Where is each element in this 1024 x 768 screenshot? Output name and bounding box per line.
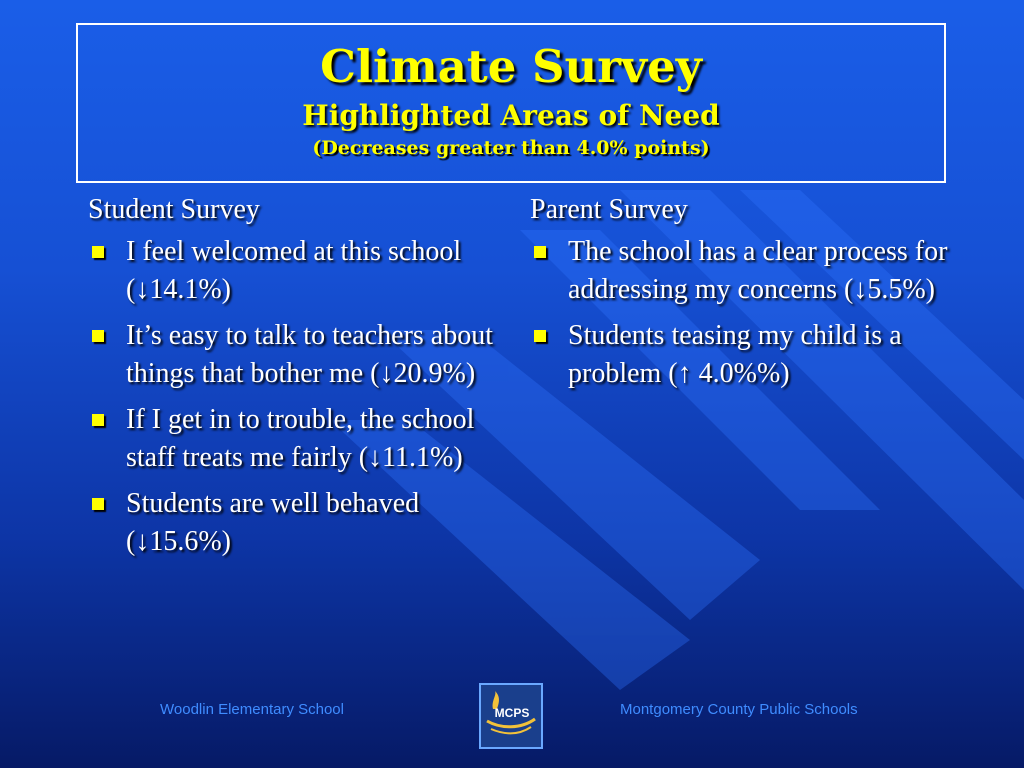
list-item: [530, 317, 950, 393]
parent-survey-list: [530, 233, 950, 393]
slide-subnote: (Decreases greater than 4.0% points): [312, 137, 710, 159]
list-item-text: It’s easy to talk to teachers about things that bother me (↓20.9%): [126, 320, 493, 389]
parent-survey-heading: Parent Survey: [530, 194, 688, 225]
list-item: [88, 233, 513, 309]
square-bullet-icon: [92, 414, 104, 426]
parent-survey-column: [530, 193, 950, 401]
square-bullet-icon: [534, 246, 546, 258]
student-survey-heading: Student Survey: [88, 194, 260, 225]
square-bullet-icon: [534, 330, 546, 342]
footer-school-name: Woodlin Elementary School: [160, 701, 344, 718]
student-survey-column: [88, 193, 513, 569]
slide-title: Climate Survey: [320, 40, 702, 93]
slide-subtitle: Highlighted Areas of Need: [302, 99, 720, 132]
list-item: [88, 401, 513, 477]
list-item-text: Students are well behaved (↓15.6%): [126, 488, 420, 557]
list-item-text: Students teasing my child is a problem (↑ 4.0%%): [568, 320, 902, 389]
logo-text: MCPS: [494, 706, 530, 720]
list-item: [88, 317, 513, 393]
list-item: [88, 485, 513, 561]
list-item-text: I feel welcomed at this school (↓14.1%): [126, 236, 462, 305]
square-bullet-icon: [92, 330, 104, 342]
list-item-text: If I get in to trouble, the school staff treats me fairly (↓11.1%): [126, 404, 475, 473]
list-item-text: The school has a clear process for addressing my concerns (↓5.5%): [568, 236, 948, 305]
square-bullet-icon: [92, 498, 104, 510]
student-survey-list: [88, 233, 513, 561]
title-box: [76, 23, 946, 183]
list-item: [530, 233, 950, 309]
footer-district-name: Montgomery County Public Schools: [620, 701, 858, 718]
square-bullet-icon: [92, 246, 104, 258]
mcps-logo: [479, 683, 543, 749]
